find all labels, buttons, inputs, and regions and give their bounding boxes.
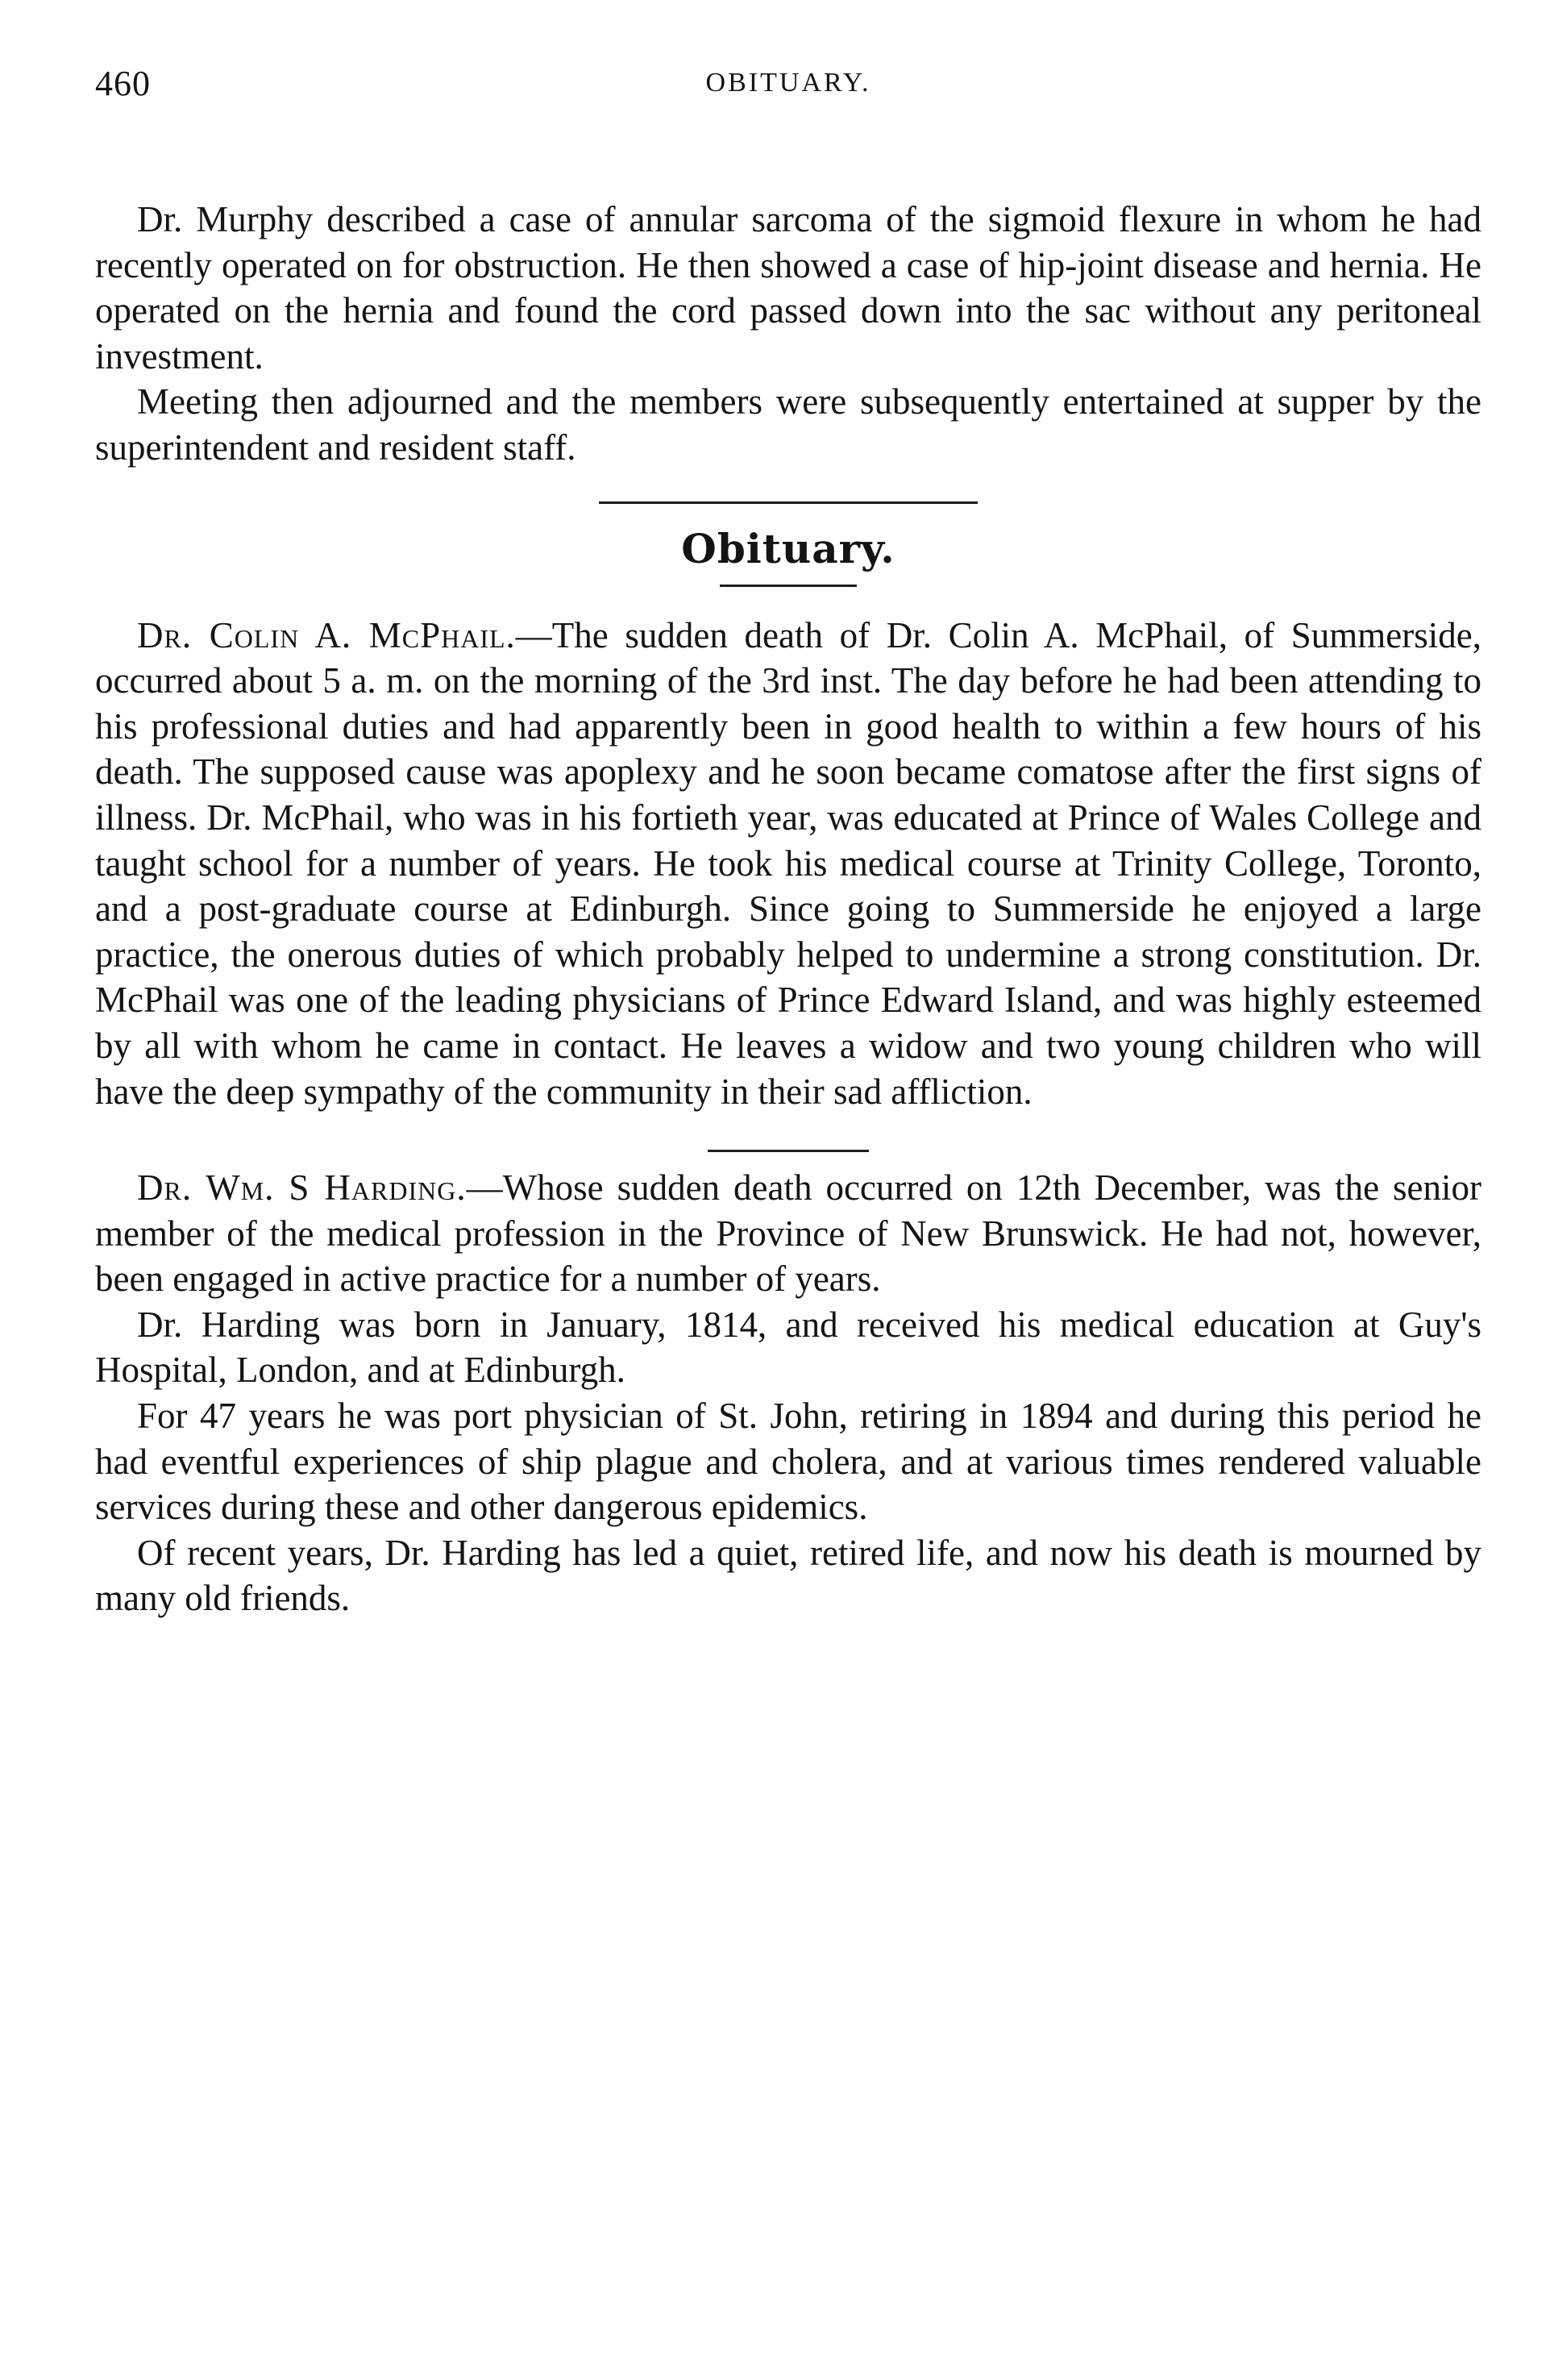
proceedings-section <box>95 197 1481 471</box>
entry-divider <box>708 1150 869 1152</box>
section-divider <box>599 501 978 504</box>
page-number: 460 <box>95 64 151 103</box>
proceedings-paragraph: Dr. Murphy described a case of annular sarcoma of the sigmoid flexure in whom he had recently operated on for obstruction. He then showed a case of hip-joint disease and hernia. He operated on the hernia and found the cord passed down into the sac without any peritoneal investment. <box>95 199 1481 377</box>
proceedings-paragraph: Meeting then adjourned and the members were subsequently entertained at supper by the superintendent and resident staff. <box>95 381 1481 468</box>
section-heading: Obituary. <box>681 524 895 572</box>
running-head <box>95 56 1481 105</box>
running-title: OBITUARY. <box>705 68 871 98</box>
obituary-entry <box>95 1165 1481 1621</box>
obituary-name: Dr. Wm. S Harding. <box>137 1167 467 1209</box>
obituary-text: —The sudden death of Dr. Colin A. McPhail, of Summerside, occurred about 5 a. m. on the morning of the 3rd inst. The day before he had been attending to his professional duties and had apparently been in good health to within a few hours of his death. The supposed cause was apoplexy and he soon became comatose after the first signs of illness. Dr. McPhail, who was in his fortieth year, was educated at Prince of Wales College and taught school for a number of years. He took his medical course at Trinity College, Toronto, and a post-graduate course at Edinburgh. Since going to Summerside he enjoyed a large practice, the onerous duties of which probably helped to undermine a strong constitution. Dr. McPhail was one of the leading physicians of Prince Edward Island, and was highly esteemed by all with whom he came in contact. He leaves a widow and two young children who will have the deep sympathy of the community in their sad affliction. <box>95 614 1481 1112</box>
heading-underline <box>720 585 857 587</box>
obituary-paragraph: Of recent years, Dr. Harding has led a quiet, retired life, and now his death is mourned by many old friends. <box>95 1532 1481 1619</box>
obituary-paragraph <box>95 1165 1481 1302</box>
obituary-paragraph <box>95 613 1481 1115</box>
obituary-paragraph: For 47 years he was port physician of St. John, retiring in 1894 and during this period he had eventful experiences of ship plague and cholera, and at various times rendered valuable services during these and other dangerous epidemics. <box>95 1396 1481 1528</box>
obituary-name: Dr. Colin A. McPhail. <box>137 614 516 655</box>
obituary-paragraph: Dr. Harding was born in January, 1814, and received his medical education at Guy's Hospital, London, and at Edinburgh. <box>95 1304 1481 1391</box>
obituary-text: —Whose sudden death occurred on 12th December, was the senior member of the medical profession in the Province of New Brunswick. He had not, however, been engaged in active practice for a number of years. <box>95 1167 1482 1300</box>
obituary-entry <box>95 613 1481 1115</box>
